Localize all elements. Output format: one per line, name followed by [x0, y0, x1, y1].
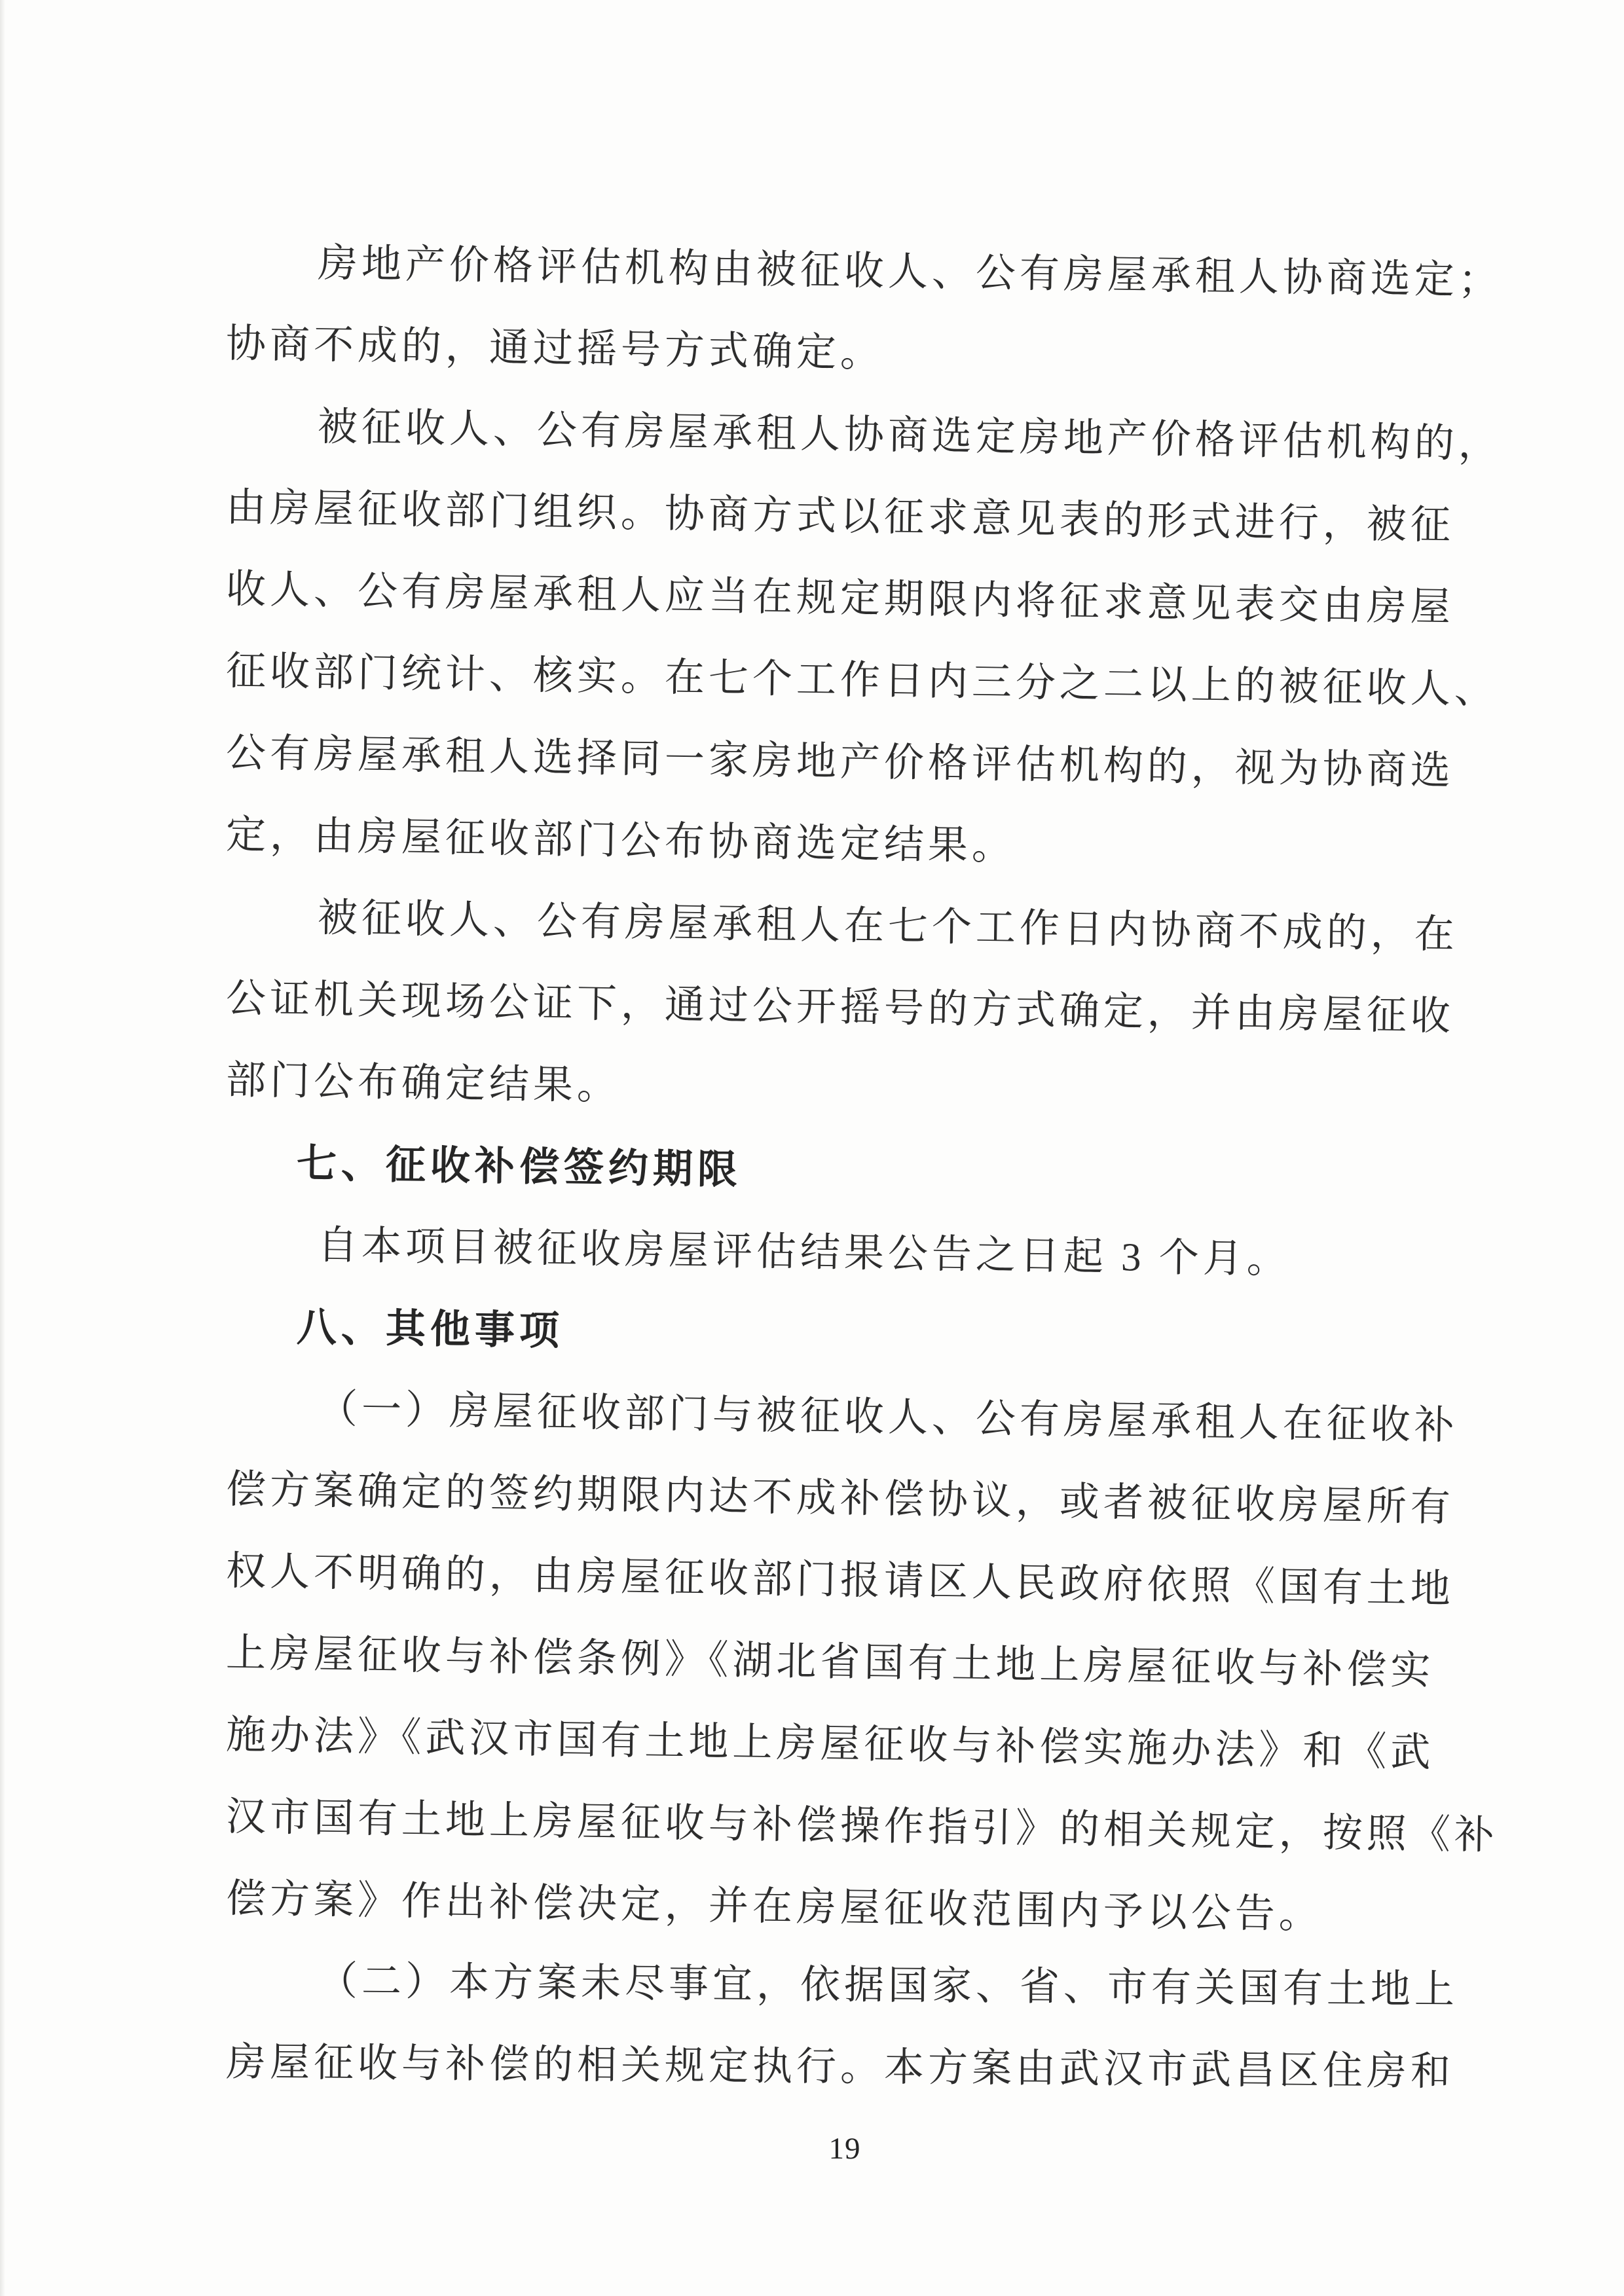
- text-line: 权人不明确的，由房屋征收部门报请区人民政府依照《国有土地: [225, 1550, 1455, 1612]
- text-line: 收人、公有房屋承租人应当在规定期限内将征求意见表交由房屋: [225, 568, 1455, 630]
- text-line: 上房屋征收与补偿条例》《湖北省国有土地上房屋征收与补偿实: [225, 1631, 1435, 1694]
- text-line: 由房屋征收部门组织。协商方式以征求意见表的形式进行，被征: [225, 486, 1455, 548]
- text-line: 偿方案》作出补偿决定，并在房屋征收范围内予以公告。: [225, 1877, 1323, 1937]
- text-line: 公证机关现场公证下，通过公开摇号的方式确定，并由房屋征收: [225, 977, 1455, 1039]
- text-line: 征收部门统计、核实。在七个工作日内三分之二以上的被征收人、: [225, 649, 1499, 712]
- section-heading-7: 七、征收补偿签约期限: [296, 1140, 743, 1192]
- text-line: 被征收人、公有房屋承租人在七个工作日内协商不成的，在: [317, 896, 1459, 957]
- scan-edge-shadow: [0, 0, 5, 2296]
- text-line: 被征收人、公有房屋承租人协商选定房地产价格评估机构的，: [317, 405, 1503, 467]
- text-line: 房地产价格评估机构由被征收人、公有房屋承租人协商选定；: [317, 242, 1503, 303]
- text-line: 部门公布确定结果。: [225, 1059, 621, 1108]
- text-line: 公有房屋承租人选择同一家房地产价格评估机构的，视为协商选: [225, 731, 1455, 793]
- section-heading-8: 八、其他事项: [296, 1304, 564, 1353]
- text-line: 房屋征收与补偿的相关规定执行。本方案由武汉市武昌区住房和: [225, 2041, 1455, 2094]
- text-line: 汉市国有土地上房屋征收与补偿操作指引》的相关规定，按照《补: [225, 1795, 1499, 1858]
- page-number: 19: [828, 2132, 861, 2166]
- text-line: 自本项目被征收房屋评估结果公告之日起 3 个月。: [317, 1224, 1291, 1283]
- text-line: （二）本方案未尽事宜，依据国家、省、市有关国有土地上: [317, 1959, 1459, 2013]
- text-line: 偿方案确定的签约期限内达不成补偿协议，或者被征收房屋所有: [225, 1468, 1455, 1530]
- document-body: [225, 221, 1503, 2104]
- text-line: 定，由房屋征收部门公布协商选定结果。: [225, 813, 1016, 869]
- text-line: 施办法》《武汉市国有土地上房屋征收与补偿实施办法》和《武: [225, 1713, 1435, 1776]
- text-line: 协商不成的，通过摇号方式确定。: [225, 322, 885, 376]
- text-line: （一）房屋征收部门与被征收人、公有房屋承租人在征收补: [317, 1387, 1459, 1448]
